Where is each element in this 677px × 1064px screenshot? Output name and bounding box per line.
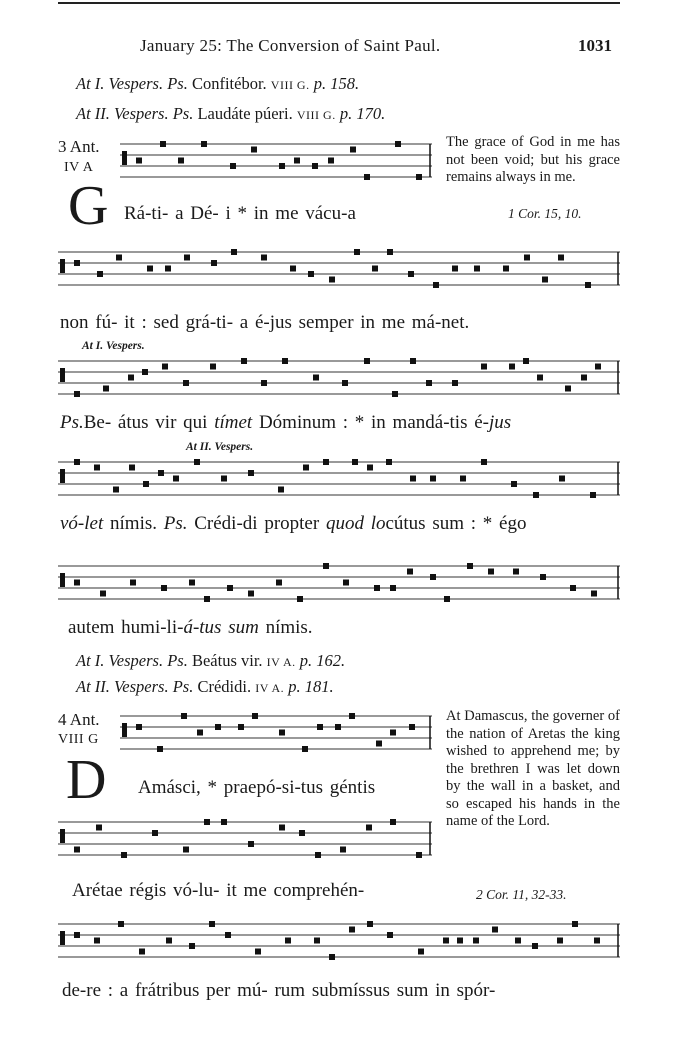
neume-note — [352, 459, 358, 465]
neume-note — [410, 358, 416, 364]
neume-note — [261, 380, 267, 386]
neume-note — [227, 585, 233, 591]
antiphon-3-mode: IV A — [64, 160, 94, 175]
neume-note — [282, 358, 288, 364]
neume-note — [557, 938, 563, 944]
neume-note — [315, 852, 321, 858]
neume-note — [386, 459, 392, 465]
neume-note — [189, 943, 195, 949]
neume-note — [570, 585, 576, 591]
neume-note — [121, 852, 127, 858]
neume-note — [343, 580, 349, 586]
antiphon-3-lyric-line-3: Ps.Be- átus vir qui tímet Dóminum : * in mandá-tis é-jus — [60, 412, 512, 433]
neume-note — [136, 724, 142, 730]
neume-note — [285, 938, 291, 944]
neume-note — [524, 255, 530, 261]
neume-note — [329, 954, 335, 960]
neume-note — [416, 174, 422, 180]
neume-note — [255, 949, 261, 955]
neume-note — [225, 932, 231, 938]
neume-note — [313, 375, 319, 381]
neume-note — [116, 255, 122, 261]
neume-note — [157, 746, 163, 752]
neume-note — [173, 476, 179, 482]
neume-note — [317, 724, 323, 730]
neume-note — [492, 927, 498, 933]
neume-note — [430, 476, 436, 482]
neume-note — [215, 724, 221, 730]
antiphon-3-lyric-line-1: Rá-ti- a Dé- i * in me vácu-a — [124, 203, 356, 224]
antiphon-4-lyric-line-3: de-re : a frátribus per mú- rum submíssus sum in spór- — [62, 980, 496, 1001]
neume-note — [409, 724, 415, 730]
antiphon-3-lyric-line-4: vó-let nímis. Ps. Crédi-di propter quod locútus sum : * égo — [60, 513, 527, 534]
neume-note — [511, 481, 517, 487]
antiphon-3-lyric-line-5: autem humi-li-á-tus sum nímis. — [68, 617, 313, 638]
neume-note — [261, 255, 267, 261]
neume-note — [407, 569, 413, 575]
neume-note — [372, 266, 378, 272]
neume-note — [473, 938, 479, 944]
neume-note — [367, 921, 373, 927]
neume-note — [279, 825, 285, 831]
neume-note — [426, 380, 432, 386]
neume-note — [204, 596, 210, 602]
neume-note — [467, 563, 473, 569]
neume-note — [238, 724, 244, 730]
antiphon-3-initial: G — [68, 175, 109, 237]
neume-note — [572, 921, 578, 927]
neume-note — [183, 380, 189, 386]
neume-note — [303, 465, 309, 471]
neume-note — [74, 580, 80, 586]
neume-note — [103, 386, 109, 392]
neume-note — [290, 266, 296, 272]
neume-note — [74, 459, 80, 465]
antiphon-3-translation: The grace of God in me has not been void; but his grace remains always in me. — [446, 134, 620, 185]
neume-note — [537, 375, 543, 381]
neume-note — [540, 574, 546, 580]
neume-note — [443, 938, 449, 944]
clef-mark — [60, 368, 65, 382]
clef-mark — [60, 469, 65, 483]
neume-note — [390, 730, 396, 736]
neume-note — [408, 271, 414, 277]
neume-note — [160, 141, 166, 147]
neume-note — [252, 713, 258, 719]
neume-note — [349, 927, 355, 933]
neume-note — [349, 713, 355, 719]
neume-note — [585, 282, 591, 288]
neume-note — [392, 391, 398, 397]
neume-note — [96, 825, 102, 831]
neume-note — [395, 141, 401, 147]
neume-note — [201, 141, 207, 147]
staff-ant3-line2 — [58, 248, 620, 294]
clef-mark — [122, 723, 127, 737]
neume-note — [523, 358, 529, 364]
neume-note — [367, 465, 373, 471]
neume-note — [248, 591, 254, 597]
neume-note — [276, 580, 282, 586]
neume-note — [558, 255, 564, 261]
neume-note — [312, 163, 318, 169]
neume-note — [130, 580, 136, 586]
neume-note — [221, 476, 227, 482]
neume-note — [416, 852, 422, 858]
neume-note — [591, 591, 597, 597]
neume-note — [248, 470, 254, 476]
clef-mark — [60, 259, 65, 273]
rubric-first-vespers-psalm: At I. Vespers. Ps. Confitébor. VIII G. p. 158. — [76, 74, 360, 93]
label-first-vespers: At I. Vespers. — [82, 340, 145, 352]
neume-note — [100, 591, 106, 597]
neume-note — [340, 847, 346, 853]
antiphon-3-number: 3 Ant. — [58, 137, 100, 156]
staff-ant4-line1 — [120, 712, 432, 758]
neume-note — [279, 163, 285, 169]
neume-note — [595, 364, 601, 370]
neume-note — [590, 492, 596, 498]
neume-note — [532, 943, 538, 949]
staff-ant3-line5 — [58, 562, 620, 608]
neume-note — [94, 465, 100, 471]
antiphon-4-initial: D — [66, 749, 107, 811]
neume-note — [94, 938, 100, 944]
neume-note — [350, 147, 356, 153]
neume-note — [299, 830, 305, 836]
neume-note — [314, 938, 320, 944]
neume-note — [183, 847, 189, 853]
neume-note — [113, 487, 119, 493]
clef-mark — [60, 573, 65, 587]
neume-note — [118, 921, 124, 927]
antiphon-4-lyric-line-2: Arétae régis vó-lu- it me comprehén- — [72, 880, 365, 901]
neume-note — [364, 174, 370, 180]
neume-note — [74, 847, 80, 853]
neume-note — [279, 730, 285, 736]
neume-note — [513, 569, 519, 575]
neume-note — [297, 596, 303, 602]
neume-note — [335, 724, 341, 730]
clef-mark — [60, 931, 65, 945]
neume-note — [302, 746, 308, 752]
neume-note — [197, 730, 203, 736]
label-second-vespers: At II. Vespers. — [186, 441, 254, 453]
neume-note — [533, 492, 539, 498]
neume-note — [248, 841, 254, 847]
neume-note — [460, 476, 466, 482]
rubric-second-vespers-psalm: At II. Vespers. Ps. Laudáte púeri. VIII G. p. 170. — [76, 104, 386, 123]
staff-ant4-line2 — [58, 818, 432, 864]
neume-note — [74, 391, 80, 397]
neume-note — [308, 271, 314, 277]
antiphon-4-translation: At Damascus, the governer of the nation of Aretas the king wished to apprehend me; by the brethren I was let down by the wall in a basket, and so escaped his hands in the name of the Lord. — [446, 708, 620, 829]
top-rule — [58, 2, 620, 4]
neume-note — [211, 260, 217, 266]
antiphon-4-mode: VIII G — [58, 732, 99, 747]
neume-note — [209, 921, 215, 927]
neume-note — [433, 282, 439, 288]
neume-note — [481, 459, 487, 465]
neume-note — [210, 364, 216, 370]
staff-ant3-line1 — [120, 140, 432, 186]
neume-note — [452, 380, 458, 386]
neume-note — [194, 459, 200, 465]
neume-note — [74, 932, 80, 938]
neume-note — [354, 249, 360, 255]
neume-note — [488, 569, 494, 575]
antiphon-4-lyric-line-1: Amásci, * praepó-si-tus géntis — [138, 777, 376, 798]
neume-note — [178, 158, 184, 164]
neume-note — [329, 277, 335, 283]
neume-note — [390, 585, 396, 591]
neume-note — [204, 819, 210, 825]
neume-note — [162, 364, 168, 370]
neume-note — [515, 938, 521, 944]
clef-mark — [122, 151, 127, 165]
neume-note — [221, 819, 227, 825]
neume-note — [97, 271, 103, 277]
neume-note — [128, 375, 134, 381]
neume-note — [509, 364, 515, 370]
neume-note — [376, 741, 382, 747]
neume-note — [323, 563, 329, 569]
neume-note — [481, 364, 487, 370]
neume-note — [474, 266, 480, 272]
neume-note — [241, 358, 247, 364]
neume-note — [581, 375, 587, 381]
neume-note — [444, 596, 450, 602]
neume-note — [181, 713, 187, 719]
rubric-second-vespers-psalm-2: At II. Vespers. Ps. Crédidi. IV A. p. 181. — [76, 677, 334, 696]
neume-note — [559, 476, 565, 482]
neume-note — [136, 158, 142, 164]
neume-note — [323, 459, 329, 465]
neume-note — [366, 825, 372, 831]
neume-note — [387, 249, 393, 255]
neume-note — [418, 949, 424, 955]
neume-note — [364, 358, 370, 364]
clef-mark — [60, 829, 65, 843]
neume-note — [230, 163, 236, 169]
neume-note — [139, 949, 145, 955]
rubric-first-vespers-psalm-2: At I. Vespers. Ps. Beátus vir. IV A. p. 162. — [76, 651, 346, 670]
neume-note — [328, 158, 334, 164]
page-number: 1031 — [578, 36, 612, 55]
neume-note — [142, 369, 148, 375]
neume-note — [374, 585, 380, 591]
neume-note — [158, 470, 164, 476]
neume-note — [161, 585, 167, 591]
neume-note — [251, 147, 257, 153]
neume-note — [166, 938, 172, 944]
staff-ant3-line3 — [58, 357, 620, 403]
neume-note — [503, 266, 509, 272]
neume-note — [129, 465, 135, 471]
neume-note — [342, 380, 348, 386]
antiphon-4-number: 4 Ant. — [58, 710, 100, 729]
neume-note — [74, 260, 80, 266]
neume-note — [143, 481, 149, 487]
antiphon-3-lyric-line-2: non fú- it : sed grá-ti- a é-jus semper in me má-net. — [60, 312, 470, 333]
staff-ant3-line4 — [58, 458, 620, 504]
neume-note — [189, 580, 195, 586]
neume-note — [542, 277, 548, 283]
neume-note — [430, 574, 436, 580]
neume-note — [390, 819, 396, 825]
neume-note — [294, 158, 300, 164]
neume-note — [231, 249, 237, 255]
neume-note — [278, 487, 284, 493]
neume-note — [184, 255, 190, 261]
neume-note — [565, 386, 571, 392]
antiphon-4-citation: 2 Cor. 11, 32-33. — [476, 887, 567, 902]
neume-note — [147, 266, 153, 272]
neume-note — [457, 938, 463, 944]
staff-ant4-line3 — [58, 920, 620, 966]
neume-note — [410, 476, 416, 482]
neume-note — [165, 266, 171, 272]
neume-note — [387, 932, 393, 938]
neume-note — [152, 830, 158, 836]
running-header-title: January 25: The Conversion of Saint Paul. — [140, 36, 441, 55]
antiphon-3-citation: 1 Cor. 15, 10. — [508, 206, 582, 221]
neume-note — [452, 266, 458, 272]
neume-note — [594, 938, 600, 944]
